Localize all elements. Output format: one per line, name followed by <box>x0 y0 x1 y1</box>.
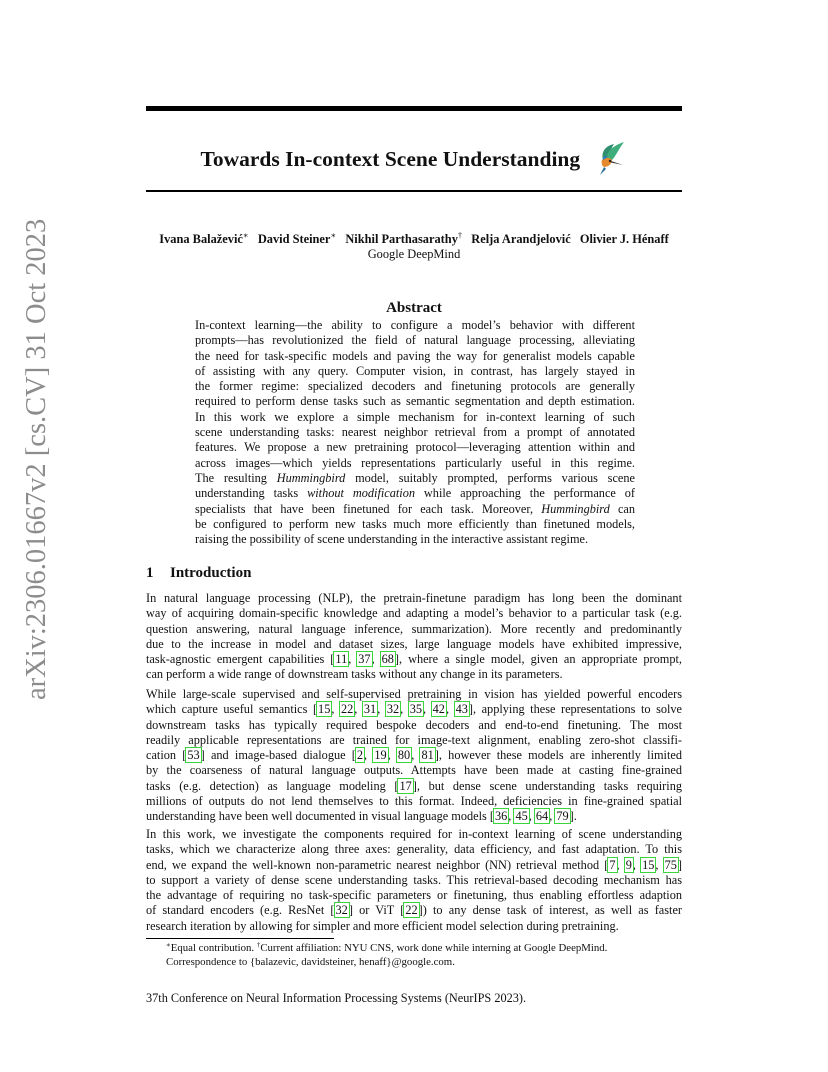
citation-link[interactable]: 15 <box>642 857 655 872</box>
text-line: In this work we explore a simple mechanism for in-context learning of such <box>195 409 635 424</box>
text-line: the advantage of requiring no task-specific parameters or finetuning, thus enabling effortless adaption <box>146 888 682 903</box>
citation-link[interactable]: 15 <box>318 702 331 717</box>
text-line: across images—which yields representations particularly useful in this regime. <box>195 455 635 470</box>
text-line: The resulting Hummingbird model, suitably prompted, performs various scene <box>195 470 635 485</box>
citation-link[interactable]: 2 <box>356 748 364 763</box>
citation-link[interactable]: 31 <box>363 702 377 717</box>
text-line: task-agnostic emergent capabilities [11, 37, 68], where a single model, given an appropriate prompt, <box>146 652 682 667</box>
paper-title-block <box>146 140 682 176</box>
text-line: the former regime: specialized decoders and finetuning protocols are generally <box>195 379 635 394</box>
citation-link[interactable]: 64 <box>535 809 549 824</box>
hummingbird-icon <box>590 140 628 176</box>
title-top-rule <box>146 106 682 111</box>
text-line: In-context learning—the ability to configure a model’s behavior with different <box>195 318 635 332</box>
text-line: In natural language processing (NLP), the pretrain-finetune paradigm has long been the dominant <box>146 591 682 605</box>
section-heading: 1 Introduction <box>146 565 252 581</box>
text-line: research iteration by allowing for simpler and more efficient model selection during pretraining. <box>146 918 619 933</box>
text-line: of assisting with any query. Computer vision, in contrast, has largely stayed in <box>195 363 635 378</box>
citation-link[interactable]: 19 <box>374 748 387 763</box>
citation-link[interactable]: 32 <box>386 702 400 717</box>
text-line: of standard encoders (e.g. ResNet [32] or ViT [22]) to any dense task of interest, as well as faster <box>146 903 682 918</box>
text-line: In this work, we investigate the components required for in-context learning of scene understanding <box>146 827 682 841</box>
author-list <box>100 231 728 247</box>
text-line: While large-scale supervised and self-supervised pretraining in vision has yielded powerful encoders <box>146 687 682 701</box>
text-line: required to perform dense tasks such as semantic segmentation and depth estimation. <box>195 394 635 409</box>
citation-link[interactable]: 22 <box>405 903 418 918</box>
author: Nikhil Parthasarathy† <box>345 230 463 246</box>
citation-link[interactable]: 53 <box>187 748 200 763</box>
abstract-text <box>195 318 635 547</box>
citation-link[interactable]: 22 <box>340 702 354 717</box>
footnote: ∗Equal contribution. †Current affiliation: NYU CNS, work done while interning at Google DeepMind. Correspondence to {balazevic, davidsteiner, henaff}@google.com. <box>166 941 608 968</box>
paragraph <box>146 827 682 934</box>
text-line: due to the increase in model and dataset sizes, large language models have exhibited impressive, <box>146 636 682 651</box>
text-line: downstream tasks has typically required bespoke decoders and end-to-end finetuning. The most <box>146 717 682 732</box>
text-line: way of acquiring domain-specific knowledge and adapting a model’s behavior to a particular task (e.g. <box>146 606 682 621</box>
citation-link[interactable]: 11 <box>335 652 348 667</box>
text-line: be configured to perform new tasks much more efficiently than finetuned models, <box>195 516 635 531</box>
citation-link[interactable]: 42 <box>432 702 445 717</box>
footnote-rule <box>146 938 334 939</box>
author: Relja Arandjelović <box>471 232 571 246</box>
citation-link[interactable]: 80 <box>397 748 411 763</box>
title-bottom-rule <box>146 190 682 192</box>
text-line: by the coarseness of natural language outputs. Attempts have been made at casting fine-grained <box>146 763 682 778</box>
text-line: features. We propose a new pretraining protocol—leveraging attention within and <box>195 440 635 455</box>
citation-link[interactable]: 75 <box>664 857 677 872</box>
citation-link[interactable]: 17 <box>399 778 412 793</box>
text-line: specialists that have been finetuned for each task. Moreover, Hummingbird can <box>195 501 636 516</box>
text-line: cation [53] and image-based dialogue [2, 19, 80, 81], however these models are inherently limited <box>146 748 682 763</box>
author: Olivier J. Hénaff <box>579 232 669 246</box>
arxiv-stamp: arXiv:2306.01667v2 [cs.CV] 31 Oct 2023 <box>21 218 52 700</box>
text-line: the need for task-specific models and paving the way for generalist models capable <box>195 348 635 363</box>
abstract-heading: Abstract <box>386 300 442 316</box>
text-line: tasks, which we characterize along three axes: generality, data efficiency, and fast adaptation. To this <box>146 842 682 857</box>
citation-link[interactable]: 7 <box>609 857 616 872</box>
venue-line: 37th Conference on Neural Information Processing Systems (NeurIPS 2023). <box>146 991 527 1005</box>
text-line: tasks (e.g. detection) as language modeling [17], but dense scene understanding tasks requiring <box>146 778 682 793</box>
citation-link[interactable]: 79 <box>556 809 569 824</box>
author: David Steiner∗ <box>257 230 337 246</box>
text-line: understanding tasks without modification while approaching the performance of <box>195 486 635 501</box>
paragraph <box>146 687 682 825</box>
text-line: prompts—has revolutionized the field of natural language processing, alleviating <box>195 333 635 348</box>
text-line: understanding have been well documented in visual language models [36, 45, 64, 79]. <box>146 809 577 824</box>
text-line: which capture useful semantics [15, 22, 31, 32, 35, 42, 43], applying these representations to solve <box>146 702 683 717</box>
citation-link[interactable]: 43 <box>455 702 468 717</box>
text-line: question answering, natural language inference, summarization). More recently and predominantly <box>146 621 682 636</box>
author: Ivana Balažević∗ <box>159 230 249 246</box>
text-line: raising the possibility of scene understanding in the interactive assistant regime. <box>195 532 589 547</box>
text-line: to support a variety of dense scene understanding tasks. This retrieval-based decoding mechanism has <box>146 872 682 887</box>
paper-title: Towards In-context Scene Understanding <box>200 147 581 171</box>
citation-link[interactable]: 36 <box>494 809 508 824</box>
text-line: readily applicable representations are trained for image-text alignment, enabling zero-shot classifi- <box>146 732 682 747</box>
paragraph <box>146 591 682 683</box>
citation-link[interactable]: 45 <box>515 809 528 824</box>
text-line: millions of outputs do not lend themselves to this format. Indeed, deficiencies in fine-grained spatial <box>146 794 682 809</box>
text-line: scene understanding tasks: nearest neighbor retrieval from a prompt of annotated <box>195 425 635 440</box>
text-line: end, we expand the well-known non-parametric nearest neighbor (NN) retrieval method [7, 9, 15, 75] <box>146 857 682 872</box>
citation-link[interactable]: 35 <box>409 702 423 717</box>
citation-link[interactable]: 81 <box>421 748 434 763</box>
text-line: can perform a wide range of downstream tasks without any change in its parameters. <box>146 667 563 682</box>
citation-link[interactable]: 9 <box>625 857 632 872</box>
citation-link[interactable]: 32 <box>335 903 348 918</box>
affiliation: Google DeepMind <box>367 247 461 261</box>
citation-link[interactable]: 37 <box>358 652 371 667</box>
citation-link[interactable]: 68 <box>381 652 394 667</box>
